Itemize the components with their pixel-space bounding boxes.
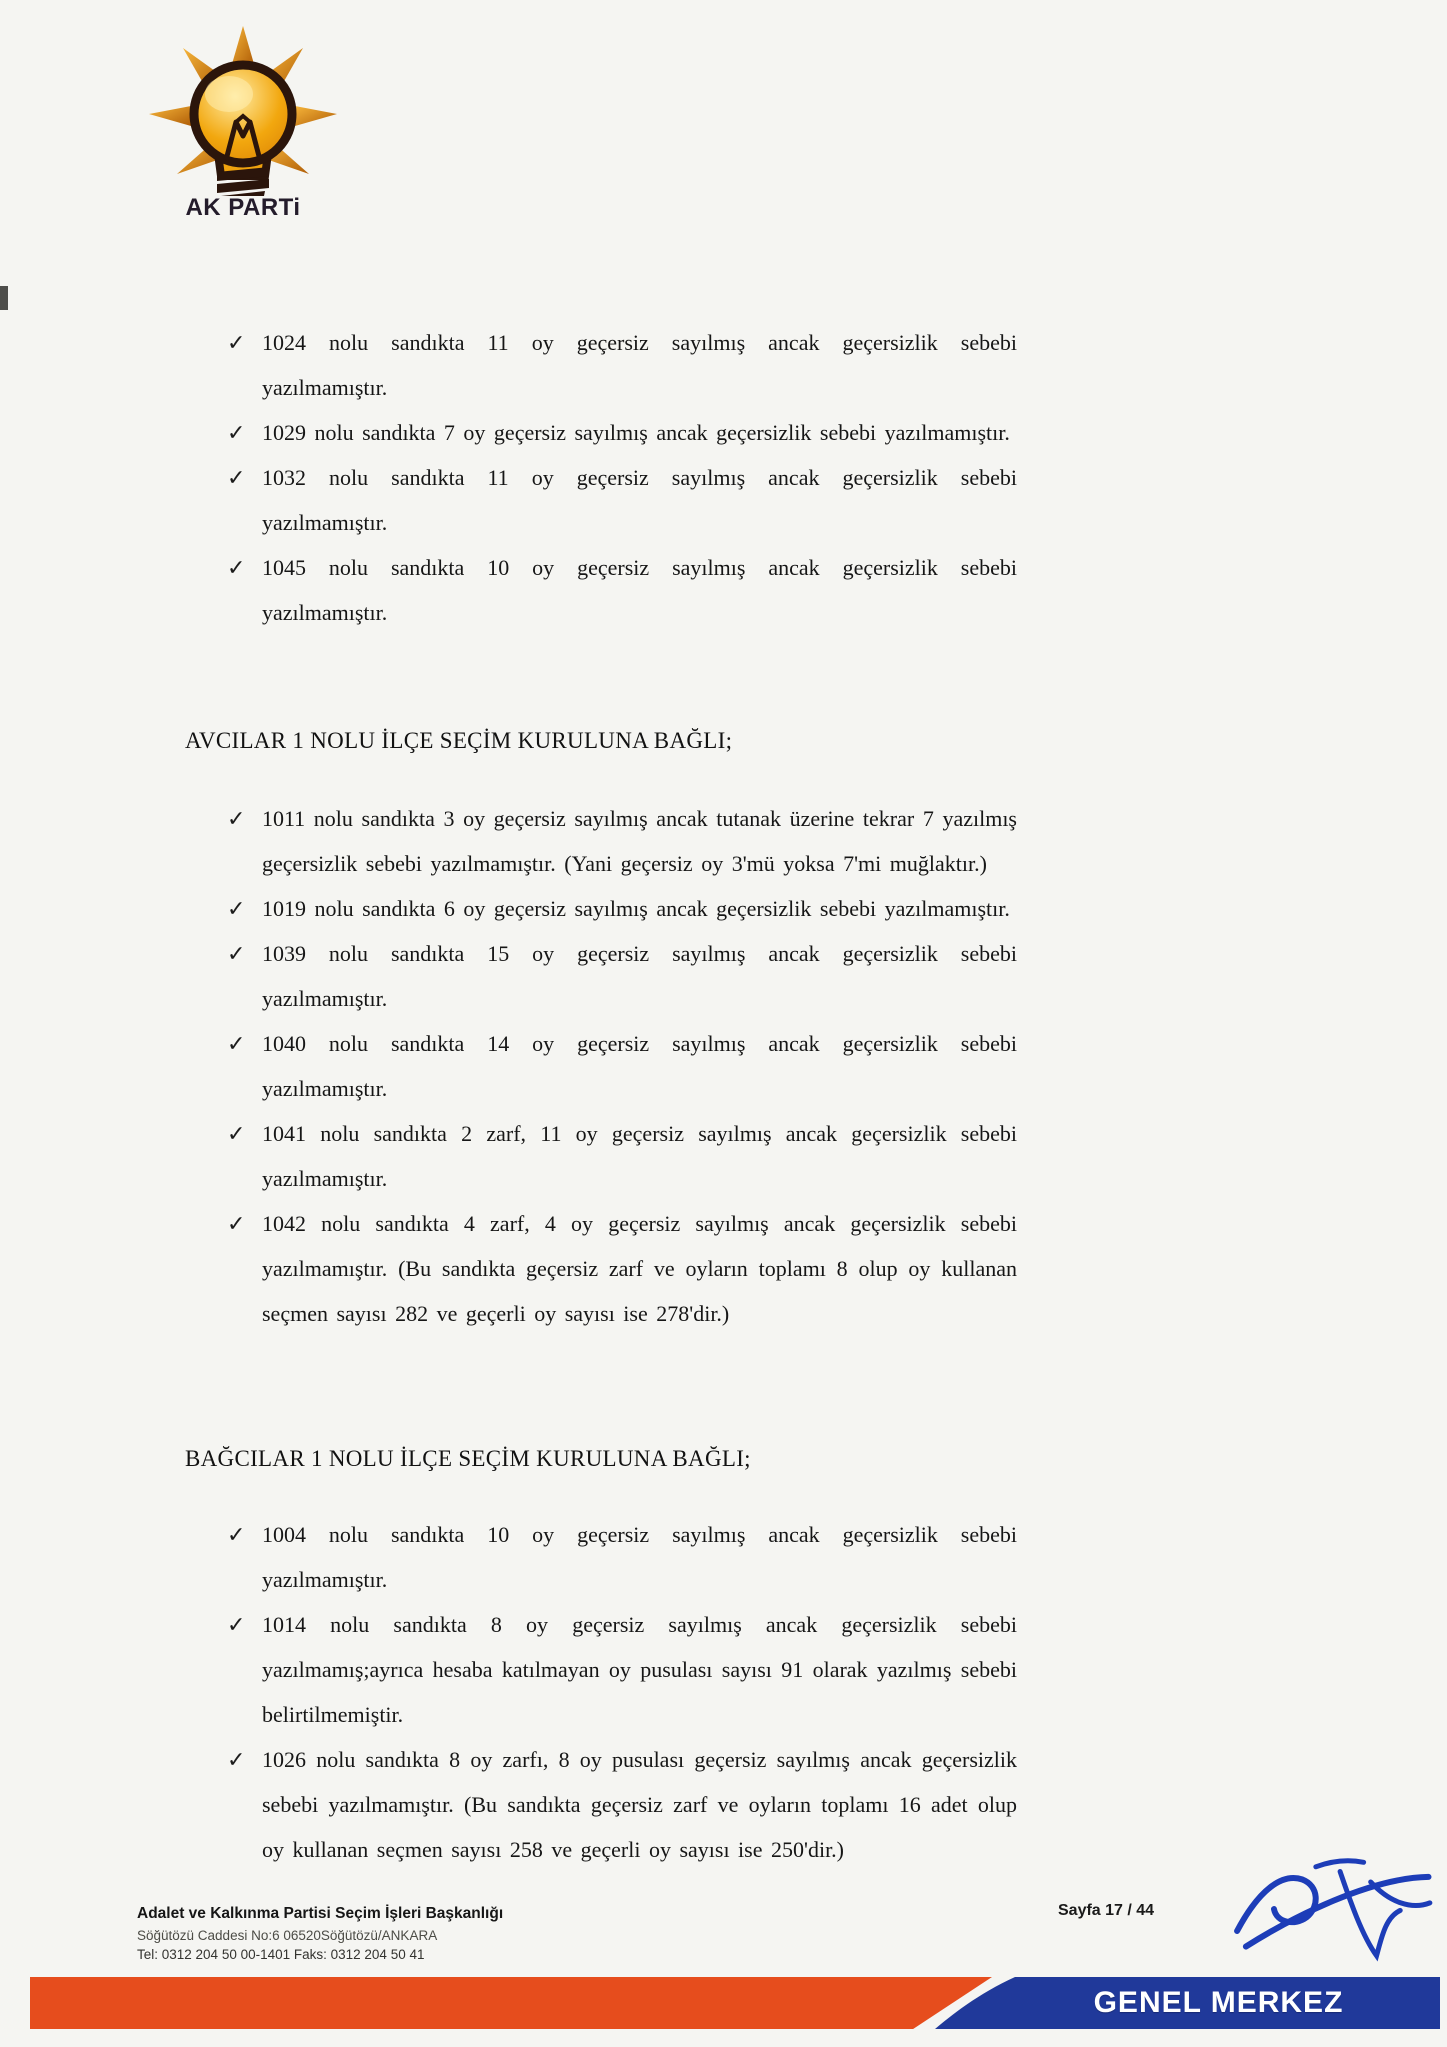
- bullet-text: 1040 nolu sandıkta 14 oy geçersiz sayılmış ancak geçersizlik sebebi yazılmamıştır.: [262, 1031, 1017, 1101]
- banner-orange-stripe: [30, 1977, 992, 2029]
- bullet-text: 1045 nolu sandıkta 10 oy geçersiz sayılmış ancak geçersizlik sebebi yazılmamıştır.: [262, 555, 1017, 625]
- checkmark-icon: ✓: [227, 330, 246, 355]
- bullet-text: 1024 nolu sandıkta 11 oy geçersiz sayılmış ancak geçersizlik sebebi yazılmamıştır.: [262, 330, 1017, 400]
- list-item: [227, 1201, 1017, 1336]
- checkmark-icon: ✓: [227, 896, 246, 921]
- checkmark-icon: ✓: [227, 420, 246, 445]
- footer-address: Söğütözü Caddesi No:6 06520Söğütözü/ANKARA: [137, 1928, 438, 1943]
- page-number: Sayfa 17 / 44: [1058, 1902, 1155, 1919]
- section-title-bagcilar: BAĞCILAR 1 NOLU İLÇE SEÇİM KURULUNA BAĞLI;: [185, 1446, 751, 1471]
- lightbulb-icon: [133, 26, 353, 196]
- list-item: [227, 1737, 1017, 1872]
- checkmark-icon: ✓: [227, 1031, 246, 1056]
- bullet-text: 1026 nolu sandıkta 8 oy zarfı, 8 oy pusulası geçersiz sayılmış ancak geçersizlik sebebi yazılmamıştır. (Bu sandıkta geçersiz zarf ve oyların toplamı 16 adet olup oy kullanan seçmen sayısı 258 ve geçerli oy sayısı ise 250'dir.): [262, 1747, 1017, 1862]
- list-item: [227, 410, 1017, 455]
- list-item: [227, 1111, 1017, 1201]
- footer-phone: Tel: 0312 204 50 00-1401 Faks: 0312 204 50 41: [137, 1947, 425, 1962]
- list-item: [227, 1512, 1017, 1602]
- checkmark-icon: ✓: [227, 941, 246, 966]
- logo-wordmark: AK PARTi: [185, 194, 301, 221]
- intro-bullet-list: [227, 320, 1017, 635]
- checkmark-icon: ✓: [227, 1747, 246, 1772]
- bullet-text: 1032 nolu sandıkta 11 oy geçersiz sayılmış ancak geçersizlik sebebi yazılmamıştır.: [262, 465, 1017, 535]
- checkmark-icon: ✓: [227, 1211, 246, 1236]
- checkmark-icon: ✓: [227, 1121, 246, 1146]
- avcilar-bullet-list: [227, 796, 1017, 1336]
- bullet-text: 1042 nolu sandıkta 4 zarf, 4 oy geçersiz sayılmış ancak geçersizlik sebebi yazılmamıştır. (Bu sandıkta geçersiz zarf ve oyların toplamı 8 olup oy kullanan seçmen sayısı 282 ve geçerli oy sayısı ise 278'dir.): [262, 1211, 1017, 1326]
- bullet-text: 1011 nolu sandıkta 3 oy geçersiz sayılmış ancak tutanak üzerine tekrar 7 yazılmış geçersizlik sebebi yazılmamıştır. (Yani geçersiz oy 3'mü yoksa 7'mi muğlaktır.): [262, 806, 1017, 876]
- bullet-text: 1041 nolu sandıkta 2 zarf, 11 oy geçersiz sayılmış ancak geçersizlik sebebi yazılmamıştır.: [262, 1121, 1017, 1191]
- list-item: [227, 320, 1017, 410]
- bullet-text: 1004 nolu sandıkta 10 oy geçersiz sayılmış ancak geçersizlik sebebi yazılmamıştır.: [262, 1522, 1017, 1592]
- checkmark-icon: ✓: [227, 555, 246, 580]
- section-title-avcilar: AVCILAR 1 NOLU İLÇE SEÇİM KURULUNA BAĞLI;: [185, 728, 733, 753]
- checkmark-icon: ✓: [227, 465, 246, 490]
- bullet-text: 1039 nolu sandıkta 15 oy geçersiz sayılmış ancak geçersizlik sebebi yazılmamıştır.: [262, 941, 1017, 1011]
- checkmark-icon: ✓: [227, 1522, 246, 1547]
- ak-parti-logo: [133, 26, 353, 222]
- bagcilar-bullet-list: [227, 1512, 1017, 1872]
- checkmark-icon: ✓: [227, 806, 246, 831]
- footer-organization: Adalet ve Kalkınma Partisi Seçim İşleri Başkanlığı: [137, 1905, 504, 1922]
- bullet-text: 1029 nolu sandıkta 7 oy geçersiz sayılmış ancak geçersizlik sebebi yazılmamıştır.: [262, 420, 1010, 445]
- list-item: [227, 1021, 1017, 1111]
- list-item: [227, 1602, 1017, 1737]
- bullet-text: 1019 nolu sandıkta 6 oy geçersiz sayılmış ancak geçersizlik sebebi yazılmamıştır.: [262, 896, 1010, 921]
- list-item: [227, 545, 1017, 635]
- bullet-text: 1014 nolu sandıkta 8 oy geçersiz sayılmış ancak geçersizlik sebebi yazılmamış;ayrıca hesaba katılmayan oy pusulası sayısı 91 olarak yazılmış sebebi belirtilmemiştir.: [262, 1612, 1017, 1727]
- banner-label: GENEL MERKEZ: [1093, 1986, 1344, 2019]
- list-item: [227, 796, 1017, 886]
- checkmark-icon: ✓: [227, 1612, 246, 1637]
- list-item: [227, 455, 1017, 545]
- scan-artifact: [0, 286, 8, 310]
- signature-scribble: [1219, 1846, 1445, 1969]
- list-item: [227, 931, 1017, 1021]
- list-item: [227, 886, 1017, 931]
